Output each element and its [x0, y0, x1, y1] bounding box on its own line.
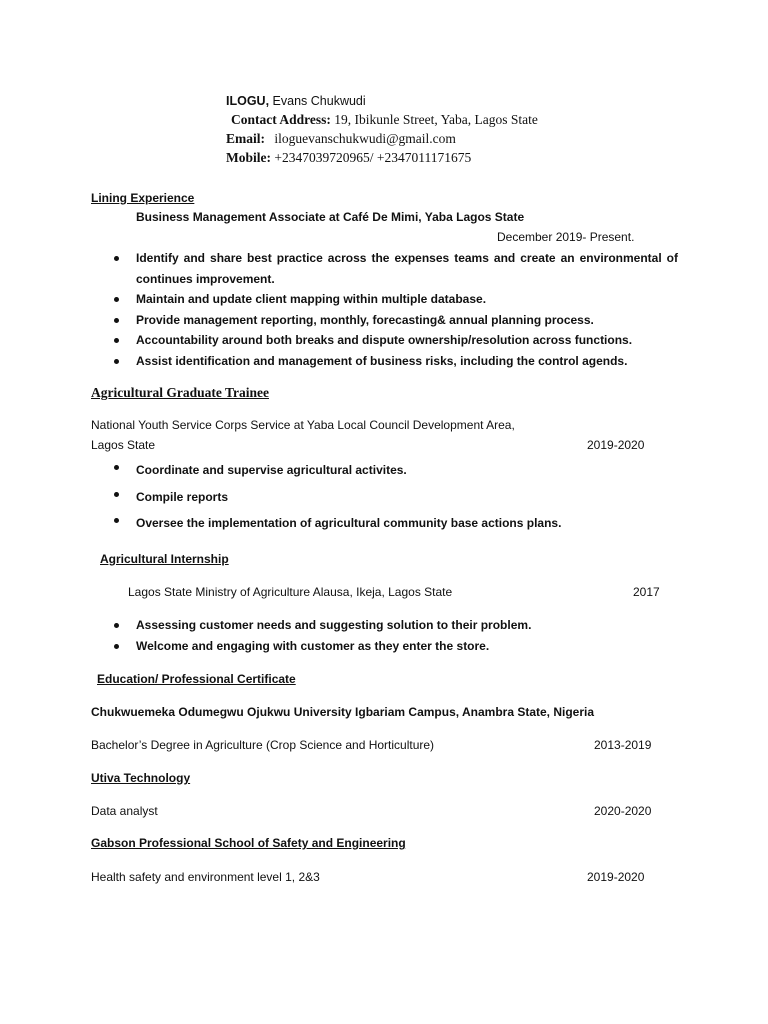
lining-dates: December 2019- Present. [497, 230, 635, 244]
list-item: Assist identification and management of business risks, including the control agends. [110, 351, 678, 372]
contact-address-line [231, 112, 538, 128]
list-item: Welcome and engaging with customer as they enter the store. [110, 636, 678, 657]
mobile-label: Mobile: [226, 150, 271, 165]
internship-heading: Agricultural Internship [100, 552, 229, 566]
lining-role-location: Yaba Lagos State [421, 210, 525, 224]
mobile-value: +2347039720965/ +2347011171675 [274, 150, 472, 165]
gabson-course: Health safety and environment level 1, 2&3 [91, 870, 320, 884]
list-item: Accountability around both breaks and dispute ownership/resolution across functions. [110, 330, 678, 351]
gabson-heading: Gabson Professional School of Safety and Engineering [91, 836, 406, 850]
list-item: Oversee the implementation of agricultural community base actions plans. [110, 510, 678, 537]
applicant-name [226, 94, 366, 108]
gabson-dates: 2019-2020 [587, 870, 645, 884]
trainee-dates: 2019-2020 [587, 438, 645, 452]
education-heading: Education/ Professional Certificate [97, 672, 296, 686]
internship-dates: 2017 [633, 585, 660, 599]
given-names: Evans Chukwudi [272, 94, 366, 108]
email-value: iloguevanschukwudi@gmail.com [274, 131, 456, 146]
list-item: Identify and share best practice across the expenses teams and create an environmental of continues improvement. [110, 248, 678, 289]
utiva-course: Data analyst [91, 804, 158, 818]
lining-bullets [110, 248, 678, 372]
degree: Bachelor’s Degree in Agriculture (Crop Science and Horticulture) [91, 738, 435, 752]
trainee-heading: Agricultural Graduate Trainee [91, 385, 269, 400]
trainee-org-line1: National Youth Service Corps Service at Yaba Local Council Development Area, [91, 418, 515, 432]
mobile-line [226, 150, 471, 166]
lining-heading: Lining Experience [91, 191, 195, 205]
trainee-org-line2: Lagos State [91, 438, 156, 452]
internship-org: Lagos State Ministry of Agriculture Alausa, Ikeja, Lagos State [128, 585, 453, 599]
surname: ILOGU, [226, 94, 270, 108]
email-label: Email: [226, 131, 265, 146]
address-label: Contact Address: [231, 112, 331, 127]
degree-dates: 2013-2019 [594, 738, 652, 752]
list-item: Coordinate and supervise agricultural activites. [110, 457, 678, 484]
email-line [226, 131, 456, 147]
lining-role [136, 210, 524, 224]
list-item: Maintain and update client mapping within multiple database. [110, 289, 678, 310]
university-name: Chukwuemeka Odumegwu Ojukwu University Igbariam Campus, Anambra State, Nigeria [91, 705, 595, 719]
lining-role-title: Business Management Associate at Café De Mimi, [136, 210, 422, 224]
utiva-dates: 2020-2020 [594, 804, 652, 818]
internship-bullets [110, 615, 678, 656]
trainee-bullets [110, 457, 678, 537]
utiva-heading: Utiva Technology [91, 771, 191, 785]
address-value: 19, Ibikunle Street, Yaba, Lagos State [334, 112, 538, 127]
list-item: Compile reports [110, 484, 678, 511]
list-item: Provide management reporting, monthly, forecasting& annual planning process. [110, 310, 678, 331]
list-item: Assessing customer needs and suggesting solution to their problem. [110, 615, 678, 636]
